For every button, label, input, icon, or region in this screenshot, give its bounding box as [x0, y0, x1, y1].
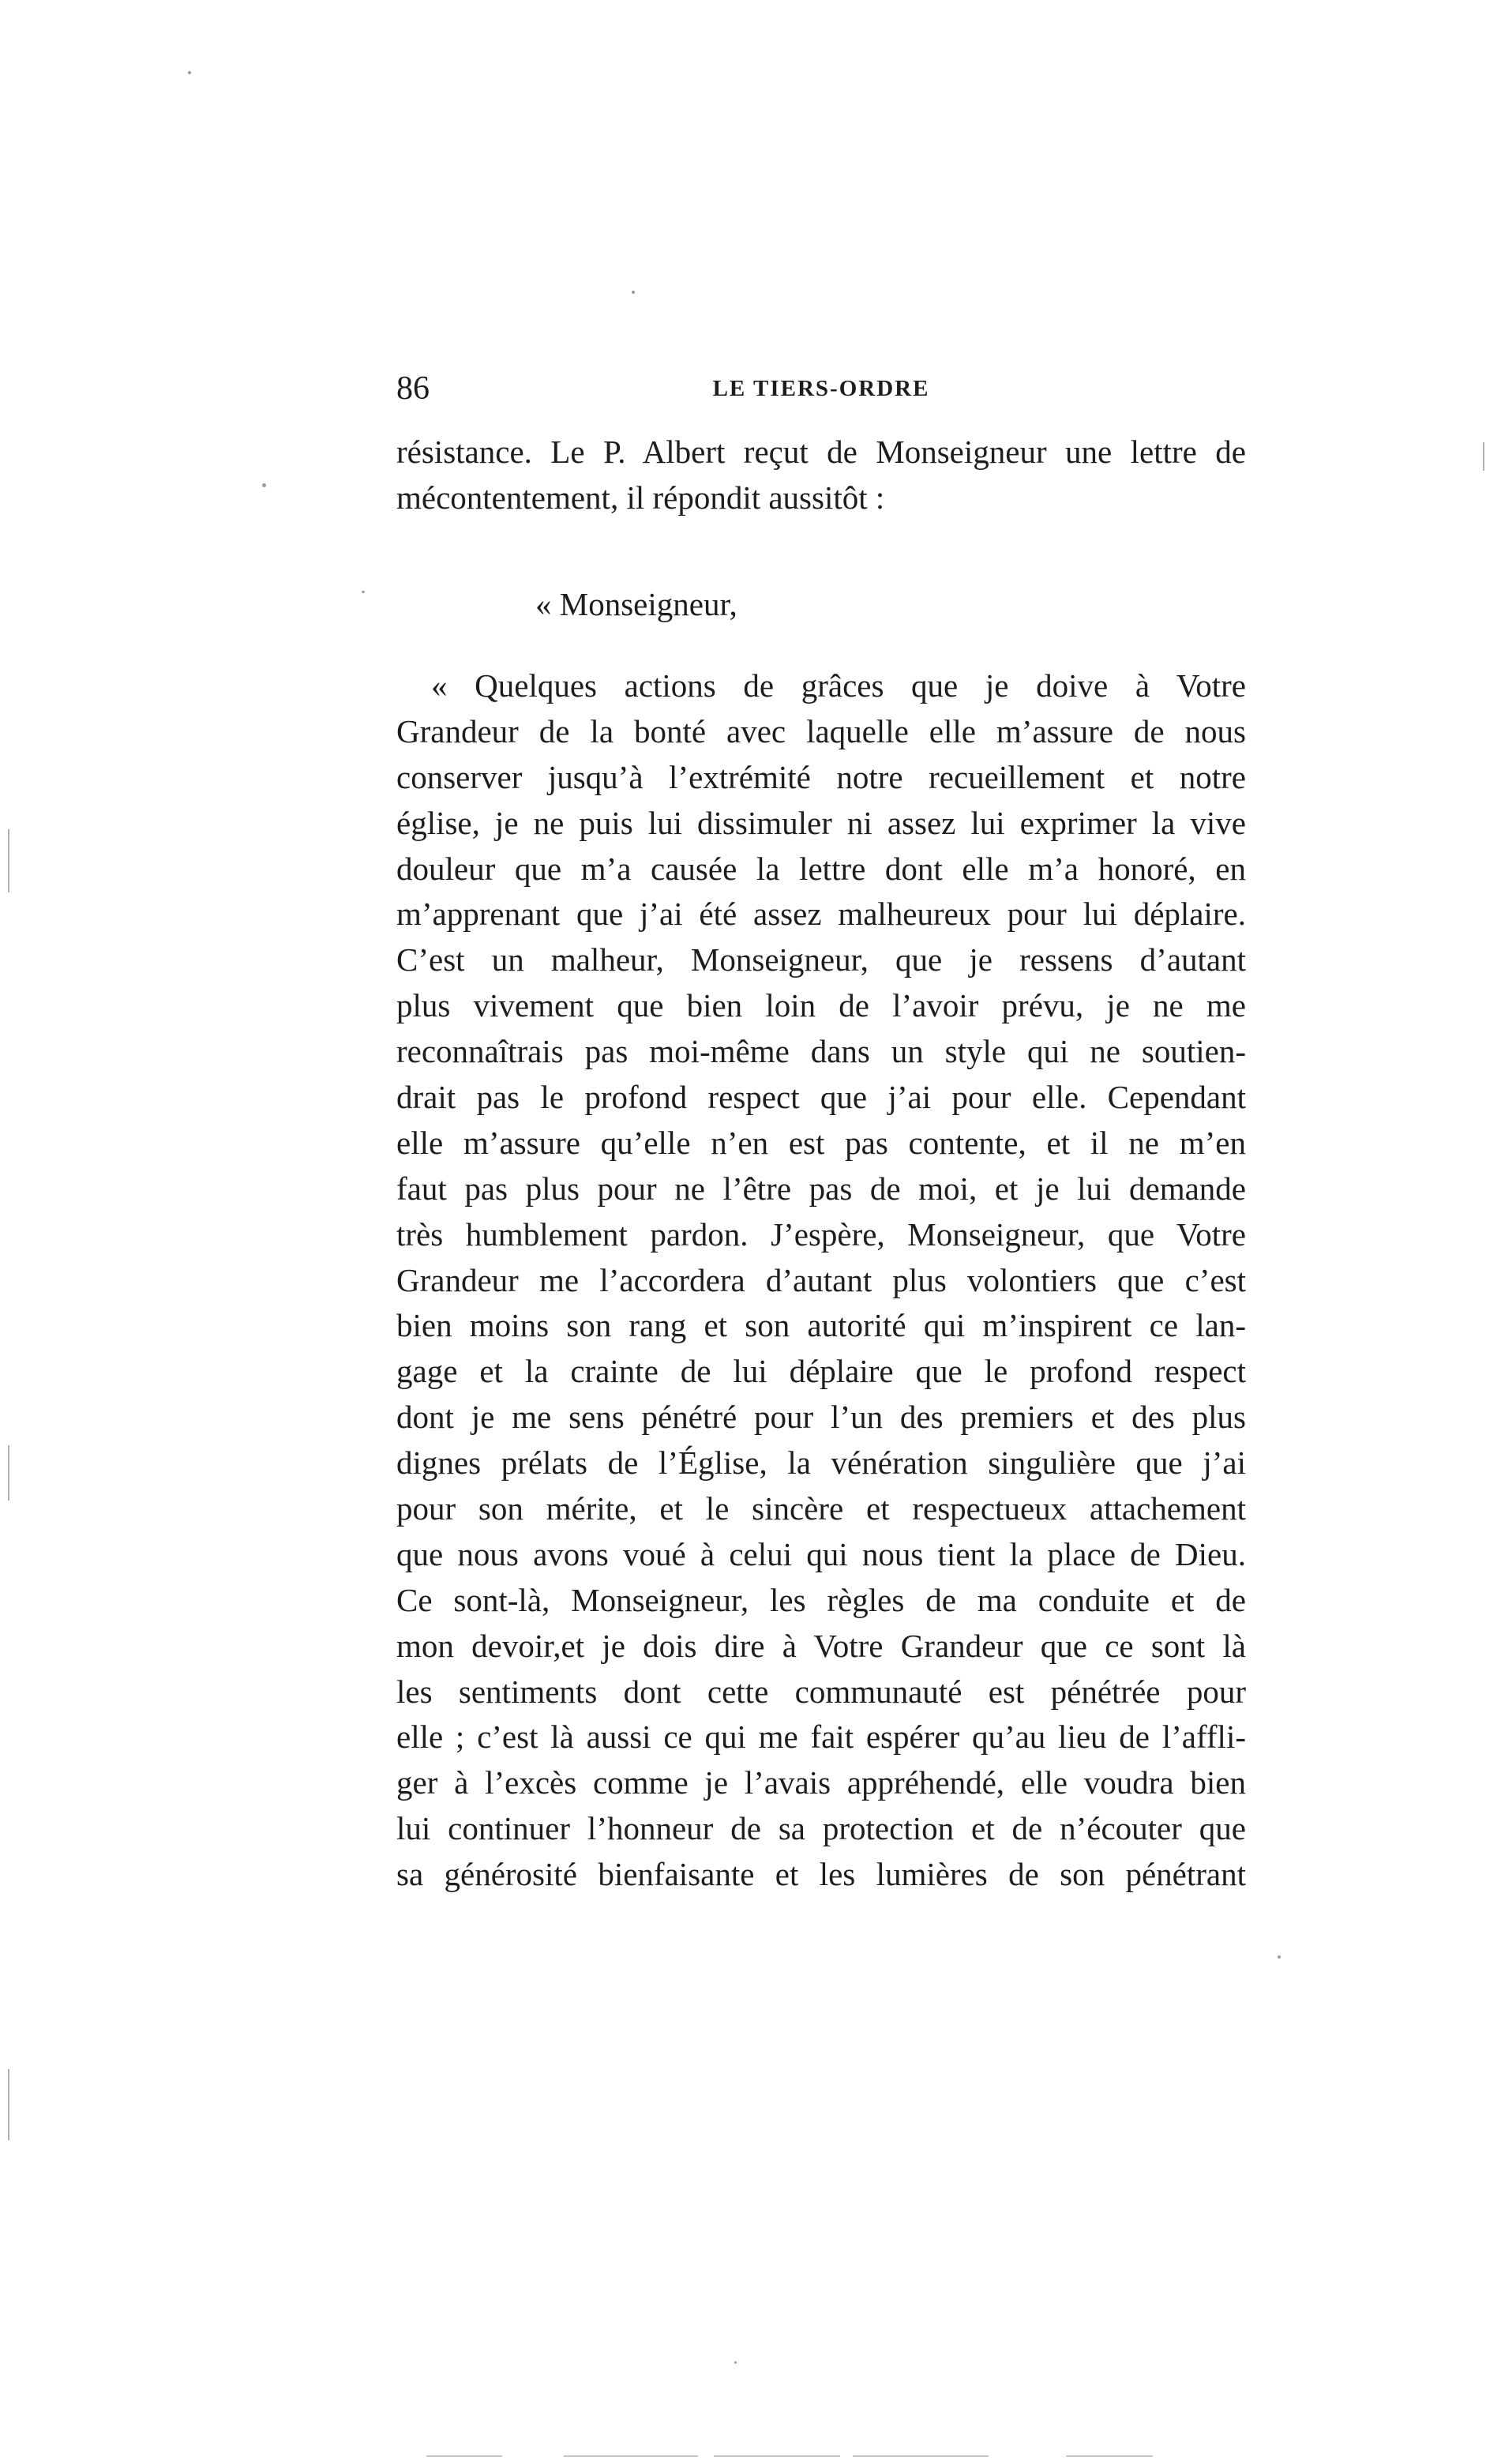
text-line: lui continuer l’honneur de sa protection et de n’écouter que	[396, 1810, 1246, 1847]
text-line: mon devoir,et je dois dire à Votre Grandeur que ce sont là	[396, 1627, 1246, 1664]
bottom-scan-rule	[426, 2455, 502, 2457]
scan-speck	[632, 291, 635, 294]
text-line: Ce sont-là, Monseigneur, les règles de ma conduite et de	[396, 1581, 1246, 1618]
text-line: dignes prélats de l’Église, la vénération singulière que j’ai	[396, 1444, 1246, 1482]
text-line: elle m’assure qu’elle n’en est pas contente, et il ne m’en	[396, 1124, 1246, 1161]
scan-speck	[188, 71, 191, 74]
scan-speck	[734, 2361, 737, 2364]
text-line: faut pas plus pour ne l’être pas de moi, et je lui demande	[396, 1170, 1246, 1207]
page-number: 86	[396, 370, 430, 407]
page-header	[396, 365, 1246, 412]
scan-edge-mark	[8, 829, 9, 892]
text-line: Grandeur me l’accordera d’autant plus volontiers que c’est	[396, 1261, 1246, 1298]
text-line: bien moins son rang et son autorité qui m’inspirent ce lan-	[396, 1307, 1246, 1344]
intro-paragraph	[396, 429, 1246, 520]
text-line: douleur que m’a causée la lettre dont elle m’a honoré, en	[396, 850, 1246, 887]
text-line: drait pas le profond respect que j’ai pour elle. Cependant	[396, 1079, 1246, 1116]
bottom-scan-rule	[564, 2455, 698, 2457]
text-line: mécontentement, il répondit aussitôt :	[396, 479, 885, 516]
text-line: reconnaîtrais pas moi-même dans un style qui ne soutien-	[396, 1033, 1246, 1070]
scan-edge-mark	[8, 2069, 9, 2140]
scan-speck	[1278, 1955, 1281, 1959]
text-line: conserver jusqu’à l’extrémité notre recueillement et notre	[396, 758, 1246, 795]
text-line: C’est un malheur, Monseigneur, que je ressens d’autant	[396, 941, 1246, 978]
text-line: que nous avons voué à celui qui nous tient la place de Dieu.	[396, 1535, 1246, 1572]
text-line: elle ; c’est là aussi ce qui me fait espérer qu’au lieu de l’affli-	[396, 1718, 1246, 1756]
text-line: m’apprenant que j’ai été assez malheureux pour lui déplaire.	[396, 896, 1246, 933]
text-line: très humblement pardon. J’espère, Monseigneur, que Votre	[396, 1215, 1246, 1253]
letter-salutation: « Monseigneur,	[535, 586, 737, 622]
text-line: dont je me sens pénétré pour l’un des premiers et des plus	[396, 1399, 1246, 1436]
running-title: LE TIERS-ORDRE	[712, 376, 930, 401]
text-line: sa générosité bienfaisante et les lumières de son pénétrant	[396, 1856, 1246, 1893]
scan-speck	[262, 483, 266, 487]
text-line: plus vivement que bien loin de l’avoir prévu, je ne me	[396, 987, 1246, 1024]
letter-body	[396, 663, 1246, 1898]
text-line: les sentiments dont cette communauté est pénétrée pour	[396, 1673, 1246, 1710]
bottom-scan-rule	[853, 2455, 989, 2457]
text-line: gage et la crainte de lui déplaire que le profond respect	[396, 1353, 1246, 1390]
bottom-scan-rule	[1066, 2455, 1153, 2457]
text-line: « Quelques actions de grâces que je doive à Votre	[431, 667, 1246, 704]
text-line: pour son mérite, et le sincère et respectueux attachement	[396, 1490, 1246, 1527]
scan-edge-mark	[8, 1445, 9, 1501]
text-line: résistance. Le P. Albert reçut de Monseigneur une lettre de	[396, 434, 1246, 470]
text-line: église, je ne puis lui dissimuler ni assez lui exprimer la vive	[396, 804, 1246, 841]
scan-speck	[362, 591, 365, 593]
text-line: ger à l’excès comme je l’avais appréhendé, elle voudra bien	[396, 1764, 1246, 1801]
scan-edge-mark	[1483, 442, 1484, 471]
text-line: Grandeur de la bonté avec laquelle elle m’assure de nous	[396, 712, 1246, 749]
bottom-scan-rule	[714, 2455, 840, 2457]
